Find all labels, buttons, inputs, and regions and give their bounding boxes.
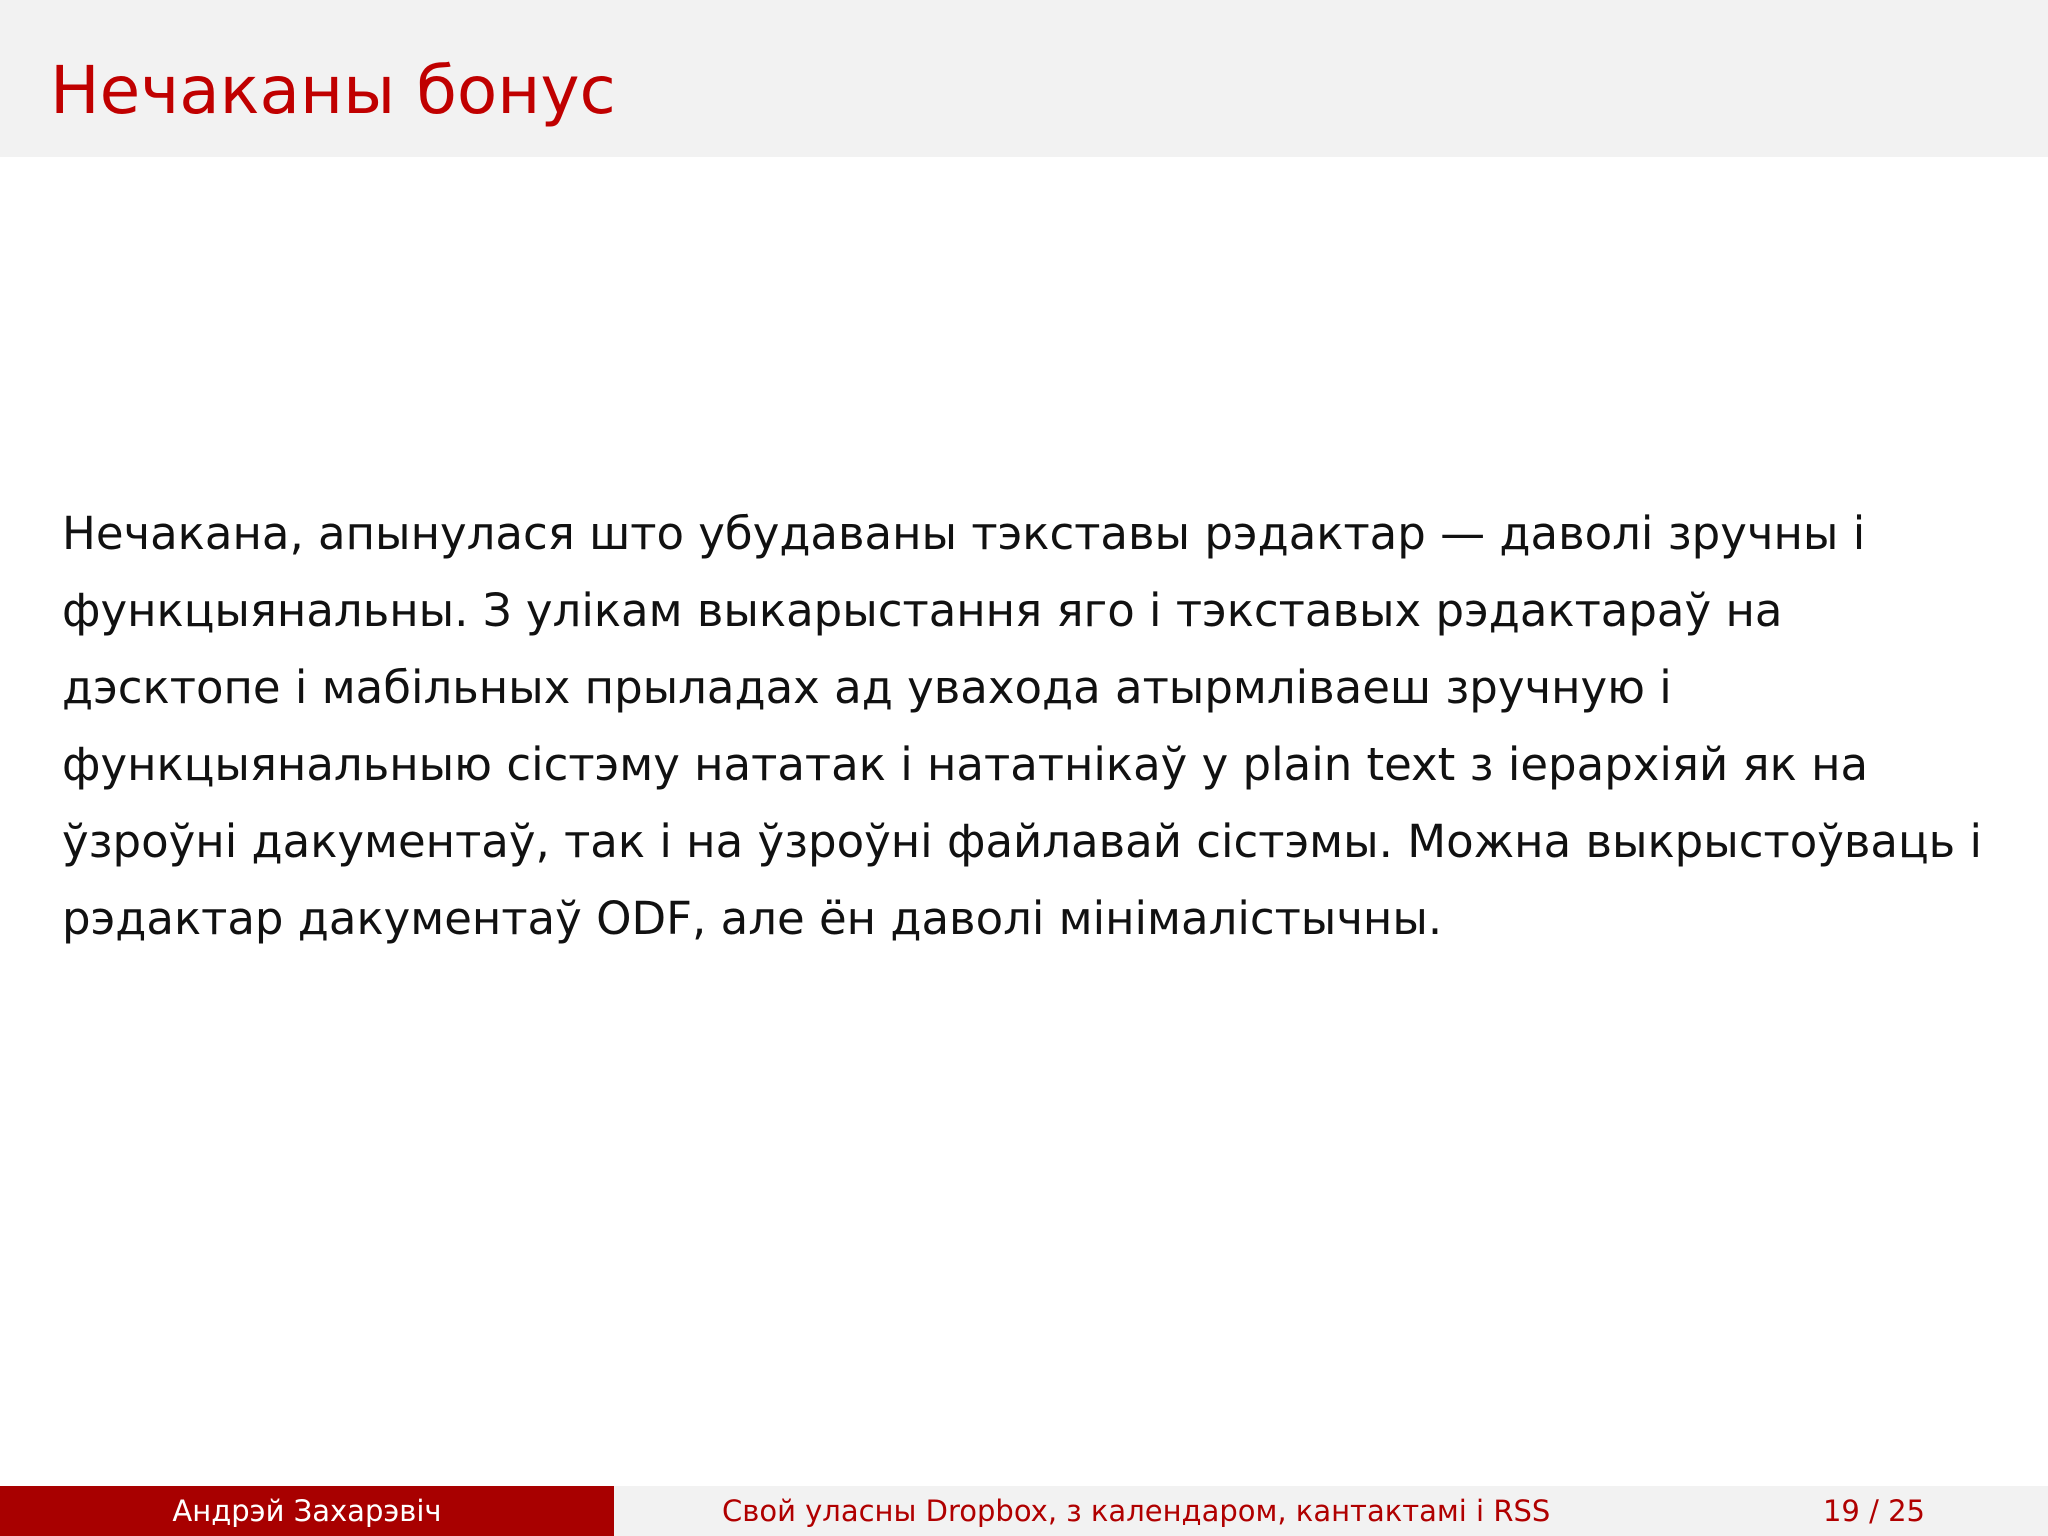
footer-author: Андрэй Захарэвіч [0,1486,614,1536]
slide-body-text: Нечакана, апынулася што убудаваны тэкставы рэдактар — даволі зручны і функцыянальны. З улікам выкарыстання яго і тэкставых рэдактараў на дэсктопе і мабільных прыладах ад увахода атырмліваеш зручную і функцыянальныю сістэму нататак і нататнікаў у plain text з іерархіяй як на ўзроўні дакументаў, так і на ўзроўні файлавай сістэмы. Можна выкрыстоўваць і рэдактар дакументаў ODF, але ён даволі мінімалістычны. [62,507,1982,945]
title-bar [0,0,2048,157]
footer [0,1486,2048,1536]
footer-page-number: 19 / 25 [1822,1494,1925,1528]
footer-presentation-title: Свой уласны Dropbox, з календаром, кантактамі і RSS [722,1494,1551,1528]
slide-title: Нечаканы бонус [50,52,616,129]
footer-info [614,1486,2048,1536]
